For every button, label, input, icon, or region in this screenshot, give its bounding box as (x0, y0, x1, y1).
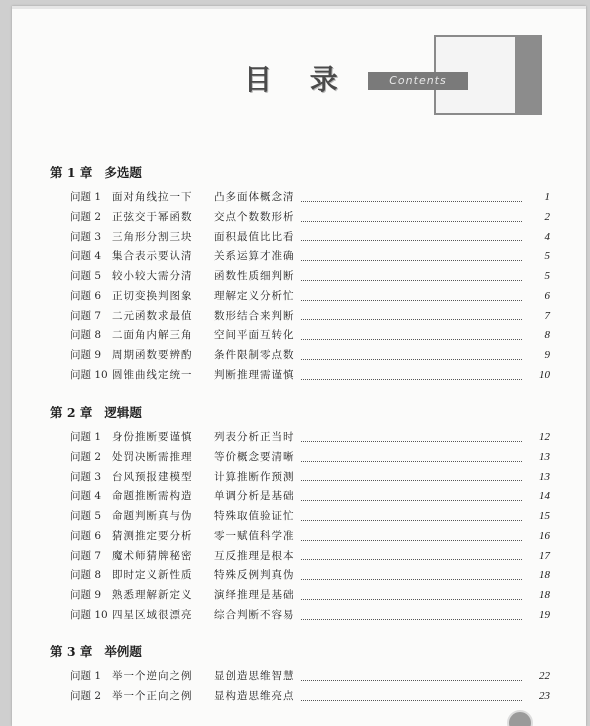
entry-page: 9 (544, 349, 550, 361)
entry-label: 问题 1 (70, 191, 102, 203)
entry-title: 举一个逆向之例 (112, 670, 193, 682)
dot-leader (301, 440, 523, 442)
toc-entry[interactable] (70, 667, 550, 687)
entry-subtitle: 综合判断不容易 (214, 608, 295, 621)
header-decor-block (515, 35, 540, 115)
dot-leader (301, 200, 523, 202)
dot-leader (301, 539, 523, 541)
contents-badge: Contents (368, 72, 468, 90)
chapter-heading (50, 404, 550, 422)
entry-label: 问题 2 (70, 450, 102, 463)
toc-entry[interactable] (70, 228, 550, 248)
entry-label: 问题 9 (70, 349, 102, 361)
dot-leader (301, 239, 523, 241)
entry-label: 问题 3 (70, 230, 102, 243)
entry-title: 命题推断需构造 (112, 490, 193, 503)
entry-title: 三角形分割三块 (112, 230, 193, 243)
chapter-entries (50, 428, 550, 626)
entry-title: 台风预报建模型 (112, 470, 193, 483)
toc-entry[interactable] (70, 428, 550, 448)
entry-page: 14 (539, 490, 550, 503)
entry-title: 二元函数求最值 (112, 309, 193, 322)
entry-page: 19 (539, 608, 550, 621)
entry-title: 较小较大需分清 (112, 270, 193, 282)
entry-page: 1 (544, 191, 550, 203)
entry-title: 面对角线拉一下 (112, 191, 193, 203)
entry-page: 15 (539, 510, 550, 522)
entry-subtitle: 特殊取值验证忙 (214, 510, 295, 522)
entry-label: 问题 2 (70, 689, 102, 702)
toc-entry[interactable] (70, 188, 550, 208)
toc-entry[interactable] (70, 606, 550, 626)
entry-subtitle: 计算推断作预测 (214, 470, 295, 483)
chapter-entries (50, 667, 550, 707)
dot-leader (301, 679, 523, 681)
entry-page: 13 (539, 450, 550, 463)
dot-leader (301, 318, 523, 320)
dot-leader (301, 699, 523, 701)
entry-label: 问题 10 (70, 608, 108, 621)
toc-entry[interactable] (70, 366, 550, 386)
toc-entry[interactable] (70, 448, 550, 468)
entry-page: 12 (539, 431, 550, 443)
entry-subtitle: 函数性质细判断 (214, 270, 295, 282)
chapter-2 (50, 404, 550, 626)
toc-entry[interactable] (70, 507, 550, 527)
chapter-title: 多选题 (104, 165, 142, 180)
entry-subtitle: 零一赋值科学准 (214, 529, 295, 542)
entry-title: 集合表示要认清 (112, 250, 193, 263)
dot-leader (301, 338, 523, 340)
entry-subtitle: 理解定义分析忙 (214, 289, 295, 302)
entry-label: 问题 4 (70, 490, 102, 503)
entry-label: 问题 2 (70, 210, 102, 223)
entry-page: 7 (544, 309, 550, 322)
entry-title: 即时定义新性质 (112, 569, 193, 582)
toc-entry[interactable] (70, 487, 550, 507)
entry-subtitle: 数形结合来判断 (214, 309, 295, 322)
entry-label: 问题 5 (70, 270, 102, 282)
toc-page (12, 6, 586, 726)
dot-leader (301, 598, 523, 600)
toc-entry[interactable] (70, 267, 550, 287)
entry-label: 问题 5 (70, 510, 102, 522)
entry-title: 周期函数要辨酌 (112, 349, 193, 361)
entry-page: 17 (539, 549, 550, 562)
entry-title: 四星区域很漂亮 (112, 608, 193, 621)
entry-page: 22 (539, 670, 550, 682)
entry-subtitle: 显构造思维亮点 (214, 689, 295, 702)
entry-title: 熟悉理解新定义 (112, 589, 193, 601)
entry-label: 问题 7 (70, 309, 102, 322)
entry-label: 问题 1 (70, 431, 102, 443)
entry-subtitle: 单调分析是基础 (214, 490, 295, 503)
chapter-heading (50, 164, 550, 182)
chapter-number: 第 2 章 (50, 405, 93, 420)
entry-subtitle: 关系运算才准确 (214, 250, 295, 263)
entry-title: 处罚决断需推理 (112, 450, 193, 463)
entry-subtitle: 交点个数数形析 (214, 210, 295, 223)
toc-entry[interactable] (70, 468, 550, 488)
entry-page: 23 (539, 689, 550, 702)
entry-subtitle: 特殊反例判真伪 (214, 569, 295, 582)
dot-leader (301, 279, 523, 281)
toc-entry[interactable] (70, 586, 550, 606)
entry-title: 二面角内解三角 (112, 329, 193, 342)
toc-entry[interactable] (70, 527, 550, 547)
entry-page: 4 (544, 230, 550, 243)
entry-label: 问题 9 (70, 589, 102, 601)
entry-title: 魔术师猜牌秘密 (112, 549, 193, 562)
entry-title: 正切变换判图象 (112, 289, 193, 302)
page-title: 目 录 (244, 63, 352, 96)
chapter-title: 举例题 (104, 644, 142, 659)
toc-entry[interactable] (70, 346, 550, 366)
entry-page: 2 (544, 210, 550, 223)
entry-label: 问题 8 (70, 569, 102, 582)
entry-page: 18 (539, 569, 550, 582)
dot-leader (301, 299, 523, 301)
dot-leader (301, 358, 523, 360)
entry-label: 问题 1 (70, 670, 102, 682)
toc-entry[interactable] (70, 326, 550, 346)
entry-subtitle: 互反推理是根本 (214, 549, 295, 562)
page-corner-decor (507, 710, 533, 726)
dot-leader (301, 578, 523, 580)
dot-leader (301, 519, 523, 521)
chapter-number: 第 1 章 (50, 165, 93, 180)
entry-page: 13 (539, 470, 550, 483)
entry-subtitle: 显创造思维智慧 (214, 670, 295, 682)
entry-subtitle: 凸多面体概念清 (214, 191, 295, 203)
dot-leader (301, 460, 523, 462)
entry-title: 圆锥曲线定统一 (112, 368, 193, 381)
chapter-title: 逻辑题 (104, 405, 142, 420)
entry-page: 16 (539, 529, 550, 542)
entry-label: 问题 4 (70, 250, 102, 263)
toc-entry[interactable] (70, 687, 550, 707)
toc-entry[interactable] (70, 307, 550, 327)
entry-label: 问题 8 (70, 329, 102, 342)
entry-page: 8 (544, 329, 550, 342)
dot-leader (301, 499, 523, 501)
entry-title: 命题判断真与伪 (112, 510, 193, 522)
entry-subtitle: 条件限制零点数 (214, 349, 295, 361)
entry-page: 5 (544, 250, 550, 263)
entry-subtitle: 面积最值比比看 (214, 230, 295, 243)
toc-entry[interactable] (70, 208, 550, 228)
entry-page: 6 (544, 289, 550, 302)
top-rule (12, 6, 586, 9)
entry-page: 18 (539, 589, 550, 601)
chapter-entries (50, 188, 550, 386)
chapter-heading (50, 643, 550, 661)
entry-title: 猜测推定要分析 (112, 529, 193, 542)
toc-entry[interactable] (70, 547, 550, 567)
entry-page: 5 (544, 270, 550, 282)
dot-leader (301, 378, 523, 380)
entry-subtitle: 演绎推理是基础 (214, 589, 295, 601)
dot-leader (301, 259, 523, 261)
entry-page: 10 (539, 368, 550, 381)
entry-label: 问题 7 (70, 549, 102, 562)
toc-entry[interactable] (70, 247, 550, 267)
dot-leader (301, 220, 523, 222)
entry-label: 问题 6 (70, 529, 102, 542)
chapter-1 (50, 164, 550, 386)
entry-subtitle: 判断推理需谨慎 (214, 368, 295, 381)
dot-leader (301, 479, 523, 481)
entry-subtitle: 列表分析正当时 (214, 431, 295, 443)
entry-label: 问题 6 (70, 289, 102, 302)
entry-title: 身份推断要谨慎 (112, 431, 193, 443)
toc-entry[interactable] (70, 566, 550, 586)
entry-subtitle: 等价概念要清晰 (214, 450, 295, 463)
entry-title: 正弦交于幂函数 (112, 210, 193, 223)
dot-leader (301, 618, 523, 620)
entry-label: 问题 3 (70, 470, 102, 483)
entry-label: 问题 10 (70, 368, 108, 381)
toc-entry[interactable] (70, 287, 550, 307)
entry-subtitle: 空间平面互转化 (214, 329, 295, 342)
entry-title: 举一个正向之例 (112, 689, 193, 702)
chapter-3 (50, 643, 550, 707)
dot-leader (301, 558, 523, 560)
chapter-number: 第 3 章 (50, 644, 93, 659)
